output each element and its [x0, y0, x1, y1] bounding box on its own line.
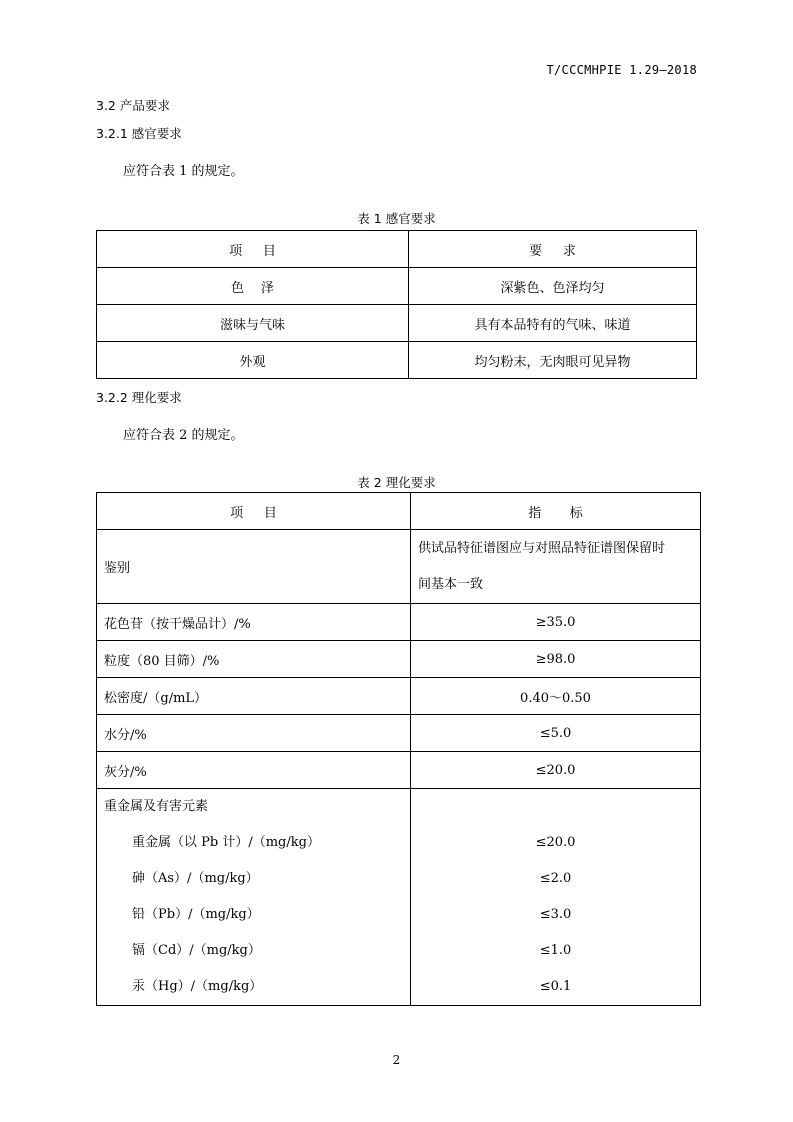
- table-row: [97, 678, 701, 715]
- table1-header-item: 项目: [97, 231, 409, 268]
- metal-value: ≤20.0: [535, 835, 576, 850]
- table2-cell-item: 粒度（80 目筛）/%: [97, 641, 411, 678]
- table1-cell-requirement: 深紫色、色泽均匀: [409, 268, 697, 305]
- table2-cell-value: ≥98.0: [411, 641, 701, 678]
- table2-cell-value: ≥35.0: [411, 604, 701, 641]
- table1-cell-requirement: 具有本品特有的气味、味道: [409, 305, 697, 342]
- table-row: [97, 530, 701, 604]
- table2-cell-item: 灰分/%: [97, 752, 411, 789]
- table-row-metals: [97, 789, 701, 1006]
- metal-value: ≤3.0: [539, 907, 572, 922]
- table2-cell-metals-values: [411, 789, 701, 1006]
- physicochemical-paragraph: 应符合表 2 的规定。: [123, 428, 244, 443]
- table2-header-index: 指标: [411, 493, 701, 530]
- section-heading: 3.2 产品要求: [96, 98, 170, 113]
- table-row: [97, 305, 697, 342]
- subsection-heading-physicochemical: 3.2.2 理化要求: [96, 390, 182, 405]
- metal-item: 铅（Pb）/（mg/kg）: [132, 907, 260, 922]
- standard-code: T/CCCMHPIE 1.29—2018: [546, 63, 697, 77]
- table1-cell-item: 外观: [97, 342, 409, 379]
- table2-cell-value: ≤5.0: [411, 715, 701, 752]
- table2-cell-item: 花色苷（按干燥品计）/%: [97, 604, 411, 641]
- metal-item: 重金属（以 Pb 计）/（mg/kg）: [132, 835, 320, 850]
- table-row: [97, 641, 701, 678]
- table1-cell-item: 滋味与气味: [97, 305, 409, 342]
- metal-value: ≤1.0: [539, 943, 572, 958]
- sensory-table: [96, 230, 697, 379]
- table1-header-requirement: 要求: [409, 231, 697, 268]
- table1-cell-item: 色泽: [97, 268, 409, 305]
- table2-header-item: 项目: [97, 493, 411, 530]
- table-row: [97, 752, 701, 789]
- table2-cell-identify-value: 供试品特征谱图应与对照品特征谱图保留时 间基本一致: [411, 530, 701, 604]
- metal-item: 镉（Cd）/（mg/kg）: [132, 943, 261, 958]
- table-row: [97, 268, 697, 305]
- table2-cell-value: ≤20.0: [411, 752, 701, 789]
- sensory-paragraph: 应符合表 1 的规定。: [123, 164, 244, 179]
- table-row: [97, 715, 701, 752]
- subsection-heading-sensory: 3.2.1 感官要求: [96, 126, 182, 141]
- metals-title: 重金属及有害元素: [104, 799, 209, 814]
- table-row: [97, 604, 701, 641]
- metal-item: 汞（Hg）/（mg/kg）: [132, 979, 263, 994]
- metal-item: 砷（As）/（mg/kg）: [132, 871, 259, 886]
- table2-cell-item: 松密度/（g/mL）: [97, 678, 411, 715]
- table2-cell-item: 水分/%: [97, 715, 411, 752]
- table-row: [97, 342, 697, 379]
- table2-cell-value: 0.40～0.50: [411, 678, 701, 715]
- metal-value: ≤2.0: [539, 871, 572, 886]
- table1-caption: 表 1 感官要求: [357, 210, 436, 226]
- table2-cell-identify: 鉴别: [97, 530, 411, 604]
- table1-cell-requirement: 均匀粉末，无肉眼可见异物: [409, 342, 697, 379]
- table2-cell-metals: [97, 789, 411, 1006]
- metal-value: ≤0.1: [539, 979, 572, 994]
- physicochemical-table: [96, 492, 701, 1006]
- page-number: 2: [392, 1053, 401, 1067]
- table2-caption: 表 2 理化要求: [357, 474, 436, 490]
